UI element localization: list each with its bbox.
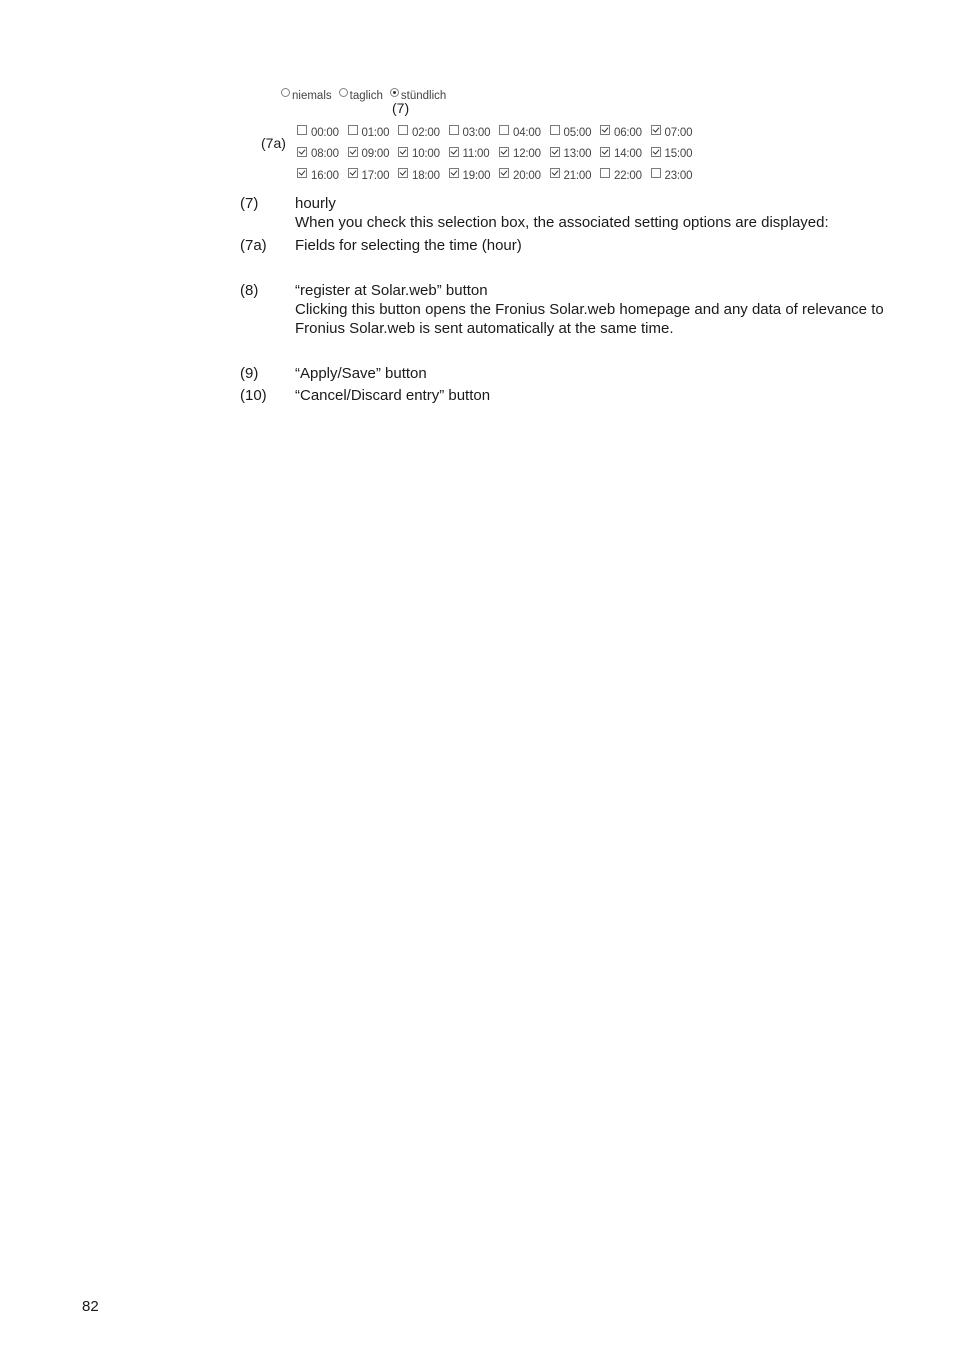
hour-label: 18:00 (412, 169, 440, 182)
legend-item-9 (240, 364, 900, 383)
legend-number: (8) (240, 282, 259, 299)
legend-title: “Cancel/Discard entry” button (295, 387, 491, 404)
hour-option[interactable] (550, 127, 601, 139)
legend-item-10 (240, 386, 900, 405)
hour-label: 15:00 (664, 148, 693, 161)
legend-item-7 (240, 194, 900, 232)
hour-label: 07:00 (664, 126, 693, 139)
hour-label: 17:00 (361, 169, 390, 182)
hour-label: 11:00 (462, 148, 490, 161)
hour-option[interactable] (499, 127, 550, 139)
checkbox-checked-icon[interactable] (449, 147, 459, 157)
checkbox-unchecked-icon[interactable] (651, 168, 661, 178)
radio-niemals[interactable] (281, 90, 332, 102)
hour-option[interactable] (348, 170, 399, 182)
hour-option[interactable] (297, 148, 348, 160)
legend-description: When you check this selection box, the associated setting options are displayed: (295, 214, 829, 231)
hour-label: 08:00 (311, 148, 339, 161)
radio-label: taglich (349, 90, 383, 102)
checkbox-checked-icon[interactable] (499, 168, 509, 178)
checkbox-checked-icon[interactable] (297, 147, 307, 157)
checkbox-checked-icon[interactable] (499, 147, 509, 157)
hour-label: 19:00 (462, 169, 491, 182)
hour-label: 01:00 (361, 126, 390, 139)
radio-taglich[interactable] (339, 90, 383, 102)
radio-label: stündlich (400, 90, 447, 102)
hour-option[interactable] (651, 148, 702, 160)
radio-circle-icon[interactable] (339, 88, 348, 97)
hour-option[interactable] (499, 148, 550, 160)
callout-7: (7) (392, 100, 410, 116)
checkbox-checked-icon[interactable] (348, 147, 358, 157)
checkbox-unchecked-icon[interactable] (348, 125, 358, 135)
hour-label: 10:00 (412, 148, 440, 161)
hour-label: 21:00 (563, 169, 592, 182)
checkbox-checked-icon[interactable] (550, 168, 560, 178)
radio-label: niemals (292, 90, 332, 102)
hour-option[interactable] (600, 127, 651, 139)
legend-title: Fields for selecting the time (hour) (295, 237, 522, 254)
hour-label: 02:00 (412, 126, 440, 139)
interval-radio-group (281, 88, 453, 104)
legend-title: “Apply/Save” button (295, 365, 427, 382)
checkbox-checked-icon[interactable] (600, 125, 610, 135)
legend-number: (7a) (240, 237, 267, 254)
checkbox-checked-icon[interactable] (449, 168, 459, 178)
radio-circle-icon[interactable] (281, 88, 290, 97)
callout-7a: (7a) (261, 135, 286, 151)
legend-number: (10) (240, 387, 267, 404)
hour-option[interactable] (600, 148, 651, 160)
hour-label: 20:00 (513, 169, 541, 182)
legend-item-8 (240, 281, 900, 338)
checkbox-checked-icon[interactable] (348, 168, 358, 178)
page-number: 82 (82, 1298, 99, 1315)
hour-row (297, 122, 707, 144)
checkbox-checked-icon[interactable] (600, 147, 610, 157)
legend (240, 194, 900, 405)
hour-option[interactable] (297, 127, 348, 139)
hour-label: 13:00 (563, 148, 592, 161)
hour-option[interactable] (398, 127, 449, 139)
hour-option[interactable] (651, 127, 702, 139)
checkbox-unchecked-icon[interactable] (600, 168, 610, 178)
legend-number: (7) (240, 195, 259, 212)
hour-label: 14:00 (614, 148, 642, 161)
hour-label: 12:00 (513, 148, 541, 161)
hour-checkbox-grid (297, 122, 707, 187)
hour-row (297, 165, 707, 187)
checkbox-checked-icon[interactable] (398, 168, 408, 178)
legend-title: “register at Solar.web” button (295, 282, 488, 299)
hour-option[interactable] (449, 170, 500, 182)
hour-option[interactable] (550, 170, 601, 182)
checkbox-unchecked-icon[interactable] (499, 125, 509, 135)
hour-option[interactable] (449, 148, 500, 160)
hour-label: 06:00 (614, 126, 642, 139)
hour-option[interactable] (499, 170, 550, 182)
legend-title: hourly (295, 195, 336, 212)
hour-option[interactable] (348, 148, 399, 160)
legend-number: (9) (240, 365, 259, 382)
checkbox-unchecked-icon[interactable] (550, 125, 560, 135)
hour-option[interactable] (398, 170, 449, 182)
checkbox-checked-icon[interactable] (651, 125, 661, 135)
hour-label: 23:00 (664, 169, 693, 182)
hour-option[interactable] (398, 148, 449, 160)
hour-option[interactable] (297, 170, 348, 182)
hour-label: 22:00 (614, 169, 642, 182)
checkbox-unchecked-icon[interactable] (297, 125, 307, 135)
hour-label: 00:00 (311, 126, 339, 139)
hour-row (297, 144, 707, 166)
hour-option[interactable] (651, 170, 702, 182)
checkbox-checked-icon[interactable] (398, 147, 408, 157)
hour-option[interactable] (449, 127, 500, 139)
checkbox-unchecked-icon[interactable] (449, 125, 459, 135)
legend-item-7a (240, 236, 900, 255)
hour-option[interactable] (348, 127, 399, 139)
hour-label: 03:00 (462, 126, 491, 139)
checkbox-checked-icon[interactable] (550, 147, 560, 157)
radio-selected-icon[interactable] (390, 88, 399, 97)
hour-label: 09:00 (361, 148, 390, 161)
legend-description: Clicking this button opens the Fronius Solar.web homepage and any data of relevance to Fronius Solar.web is sent automatically at the same time. (295, 301, 884, 337)
checkbox-checked-icon[interactable] (297, 168, 307, 178)
hour-option[interactable] (550, 148, 601, 160)
hour-option[interactable] (600, 170, 651, 182)
checkbox-checked-icon[interactable] (651, 147, 661, 157)
hour-label: 16:00 (311, 169, 339, 182)
hour-label: 05:00 (563, 126, 592, 139)
hour-label: 04:00 (513, 126, 541, 139)
checkbox-unchecked-icon[interactable] (398, 125, 408, 135)
